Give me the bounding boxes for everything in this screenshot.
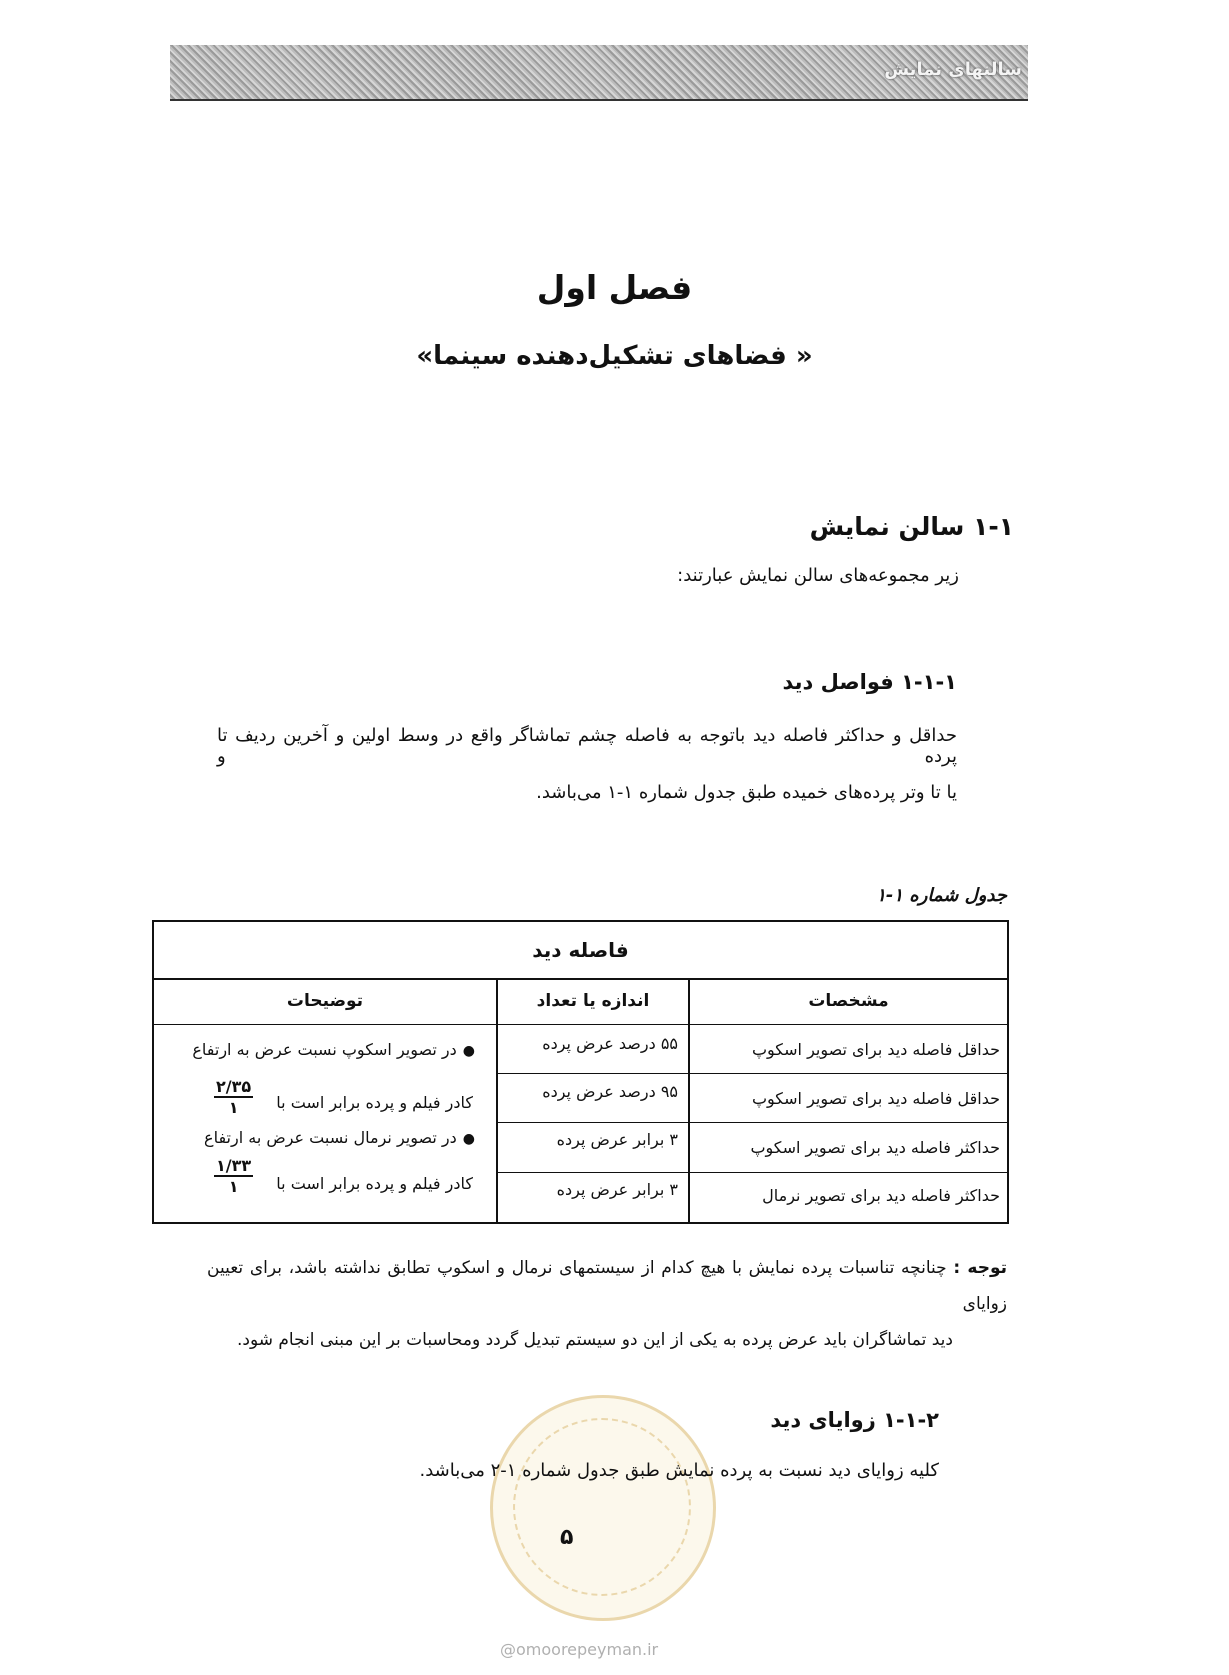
table-cell-spec: حداقل فاصله دید برای تصویر اسکوپ (751, 1040, 1000, 1059)
table-cell-spec: حداکثر فاصله دید برای تصویر نرمال (762, 1186, 1000, 1205)
table-cell-size: ۵۵ درصد عرض پرده (542, 1034, 678, 1053)
ratio-fraction (214, 1156, 253, 1196)
watermark-site: @omoorepeyman.ir (500, 1640, 659, 1659)
column-header-size: اندازه یا تعداد (536, 991, 650, 1011)
section-heading-1-1-2: ۱-۱-۲ زوایای دید (770, 1408, 939, 1432)
section-heading-1-1: ۱-۱ سالن نمایش (809, 512, 1014, 541)
table-cell-size: ۳ برابر عرض پرده (556, 1130, 678, 1149)
note-line: دید تماشاگران باید عرض پرده به یکی از این دو سیستم تبدیل گردد ومحاسبات بر این مبنی انجام شود. (236, 1330, 953, 1350)
viewing-distance-table (152, 920, 1009, 1224)
note-text: در تصویر اسکوپ نسبت عرض به ارتفاع (192, 1040, 457, 1059)
table-cell-size: ۳ برابر عرض پرده (556, 1180, 678, 1199)
running-title: سالنهای نمایش (884, 59, 1022, 80)
note-text: کادر فیلم و پرده برابر است با (276, 1174, 473, 1193)
header-band (170, 45, 1028, 101)
table-title: فاصله دید (154, 922, 1007, 980)
note-paragraph (207, 1250, 1007, 1358)
chapter-subtitle: « فضاهای تشکیل‌دهنده سینما» (416, 341, 813, 371)
watermark-seal-icon (490, 1395, 716, 1621)
table-cell-spec: حداقل فاصله دید برای تصویر اسکوپ (751, 1089, 1000, 1108)
chapter-title: فصل اول (536, 268, 693, 307)
bullet-icon: ● (462, 1131, 475, 1147)
column-header-notes: توضیحات (286, 991, 364, 1011)
column-header-spec: مشخصات (808, 991, 889, 1011)
fraction-numerator: ۱/۳۳ (216, 1156, 252, 1175)
fraction-denominator: ۱ (228, 1098, 239, 1117)
table-caption: جدول شماره ۱-۱ (876, 885, 1007, 906)
note-bullet-line (192, 1040, 475, 1059)
note-line: چنانچه تناسبات پرده نمایش با هیچ کدام از سیستمهای نرمال و اسکوپ تطابق نداشته باشد، برای تعیین زوایای (207, 1258, 1007, 1314)
paragraph-line: کلیه زوایای دید نسبت به پرده نمایش طبق جدول شماره ۱-۲ می‌باشد. (419, 1460, 939, 1481)
section-heading-1-1-1: ۱-۱-۱ فواصل دید (782, 670, 957, 694)
table-cell-size: ۹۵ درصد عرض پرده (542, 1082, 678, 1101)
paragraph-line: یا تا وتر پرده‌های خمیده طبق جدول شماره ۱-۱ می‌باشد. (536, 782, 957, 803)
table-cell-spec: حداکثر فاصله دید برای تصویر اسکوپ (750, 1138, 1000, 1157)
page-number: ۵ (560, 1525, 574, 1550)
paragraph-line: حداقل و حداکثر فاصله دید باتوجه به فاصله چشم تماشاگر واقع در وسط اولین و آخرین ردیف تا پرده و (217, 725, 957, 767)
note-text: در تصویر نرمال نسبت عرض به ارتفاع (204, 1128, 457, 1147)
ratio-fraction (214, 1077, 253, 1117)
note-label: توجه : (953, 1258, 1008, 1278)
bullet-icon: ● (462, 1043, 475, 1059)
fraction-denominator: ۱ (228, 1177, 239, 1196)
fraction-numerator: ۲/۳۵ (216, 1077, 252, 1096)
note-text: کادر فیلم و پرده برابر است با (276, 1093, 473, 1112)
section-intro: زیر مجموعه‌های سالن نمایش عبارتند: (677, 565, 959, 586)
note-bullet-line (204, 1128, 475, 1147)
